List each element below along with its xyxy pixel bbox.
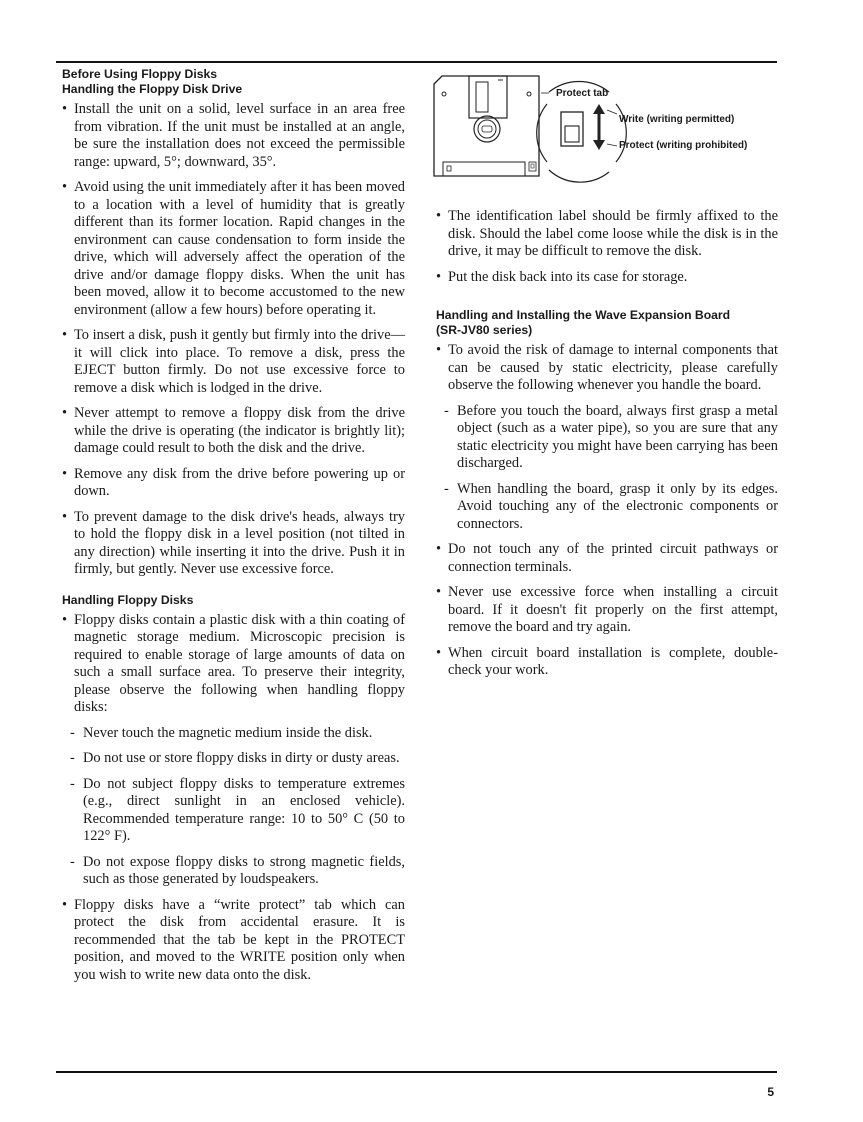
list-item: • Install the unit on a solid, level surface in an area free from vibration. If the unit must be installed at an angle, be sure the installation does not exceed the permissible range: upward, 5°; downward, 35°. — [62, 101, 405, 171]
write-label: Write (writing permitted) — [619, 114, 735, 125]
list-item: • Put the disk back into its case for storage. — [436, 269, 778, 287]
list-item: • Floppy disks have a “write protect” tab which can protect the disk from accidental erasure. It is recommended that the tab be kept in the PROTECT position, and moved to the WRITE position only when you wish to write new data onto the disk. — [62, 897, 405, 985]
bottom-rule — [56, 1071, 777, 1073]
list-item: - Never touch the magnetic medium inside the disk. — [62, 725, 405, 743]
list-item: • Avoid using the unit immediately after it has been moved to a location with a level of humidity that is greatly different than its former location. Rapid changes in the environment can cause condensation to form inside the drive, which will adversely affect the operation of the drive and/or damage floppy disks. When the unit has been moved, allow it to become accustomed to the new environment (allow a few hours) before operating it. — [62, 179, 405, 319]
list-item: • The identification label should be firmly affixed to the disk. Should the label come loose while the disk is in the drive, it may be difficult to remove the disk. — [436, 208, 778, 261]
disk-dash-list — [62, 725, 405, 889]
list-item: • When circuit board installation is complete, double-check your work. — [436, 645, 778, 680]
list-item: - Do not subject floppy disks to temperature extremes (e.g., direct sunlight in an enclosed vehicle). Recommended temperature range: 10 to 50° C (50 to 122° F). — [62, 776, 405, 846]
write-protect-list — [62, 897, 405, 985]
list-item: • To prevent damage to the disk drive's heads, always try to hold the floppy disk in a level position (not tilted in any direction) while inserting it into the drive. Push it in firmly, but gently. Never use excessive force. — [62, 509, 405, 579]
list-item: - When handling the board, grasp it only by its edges. Avoid touching any of the electronic components or connectors. — [436, 481, 778, 534]
list-item: • To insert a disk, push it gently but firmly into the drive—it will click into place. To remove a disk, press the EJECT button firmly. Do not use excessive force to remove a disk which is lodged in the drive. — [62, 327, 405, 397]
list-item: • To avoid the risk of damage to internal components that can be caused by static electricity, please carefully observe the following whenever you handle the board. — [436, 342, 778, 395]
board-final-list — [436, 541, 778, 680]
drive-bullet-list — [62, 101, 405, 579]
list-item — [62, 612, 405, 717]
disk-care-list — [436, 208, 778, 286]
heading-handling-drive: Handling the Floppy Disk Drive — [62, 82, 243, 96]
left-column — [62, 67, 405, 984]
right-column — [436, 74, 778, 680]
heading-before-using: Before Using Floppy Disks — [62, 67, 218, 81]
list-item: • Never attempt to remove a floppy disk from the drive while the drive is operating (the indicator is brightly lit); damage could result to both the disk and the drive. — [62, 405, 405, 458]
floppy-disk-figure — [431, 74, 778, 194]
protect-tab-label: Protect tab — [556, 88, 609, 99]
top-rule — [56, 61, 777, 63]
heading-wave-expansion-sub: (SR-JV80 series) — [436, 323, 533, 337]
board-dash-list — [436, 403, 778, 534]
list-item: • Do not touch any of the printed circuit pathways or connection terminals. — [436, 541, 778, 576]
list-item: - Before you touch the board, always first grasp a metal object (such as a water pipe), so you are sure that any static electricity you might have been carrying has been discharged. — [436, 403, 778, 473]
protect-label: Protect (writing prohibited) — [619, 140, 748, 151]
heading-wave-expansion: Handling and Installing the Wave Expansion Board — [436, 308, 731, 322]
heading-handling-disks: Handling Floppy Disks — [62, 592, 194, 607]
disk-bullet-list — [62, 612, 405, 717]
board-bullet-list — [436, 342, 778, 395]
list-item: • Never use excessive force when installing a circuit board. If it doesn't fit properly on the first attempt, remove the board and try again. — [436, 584, 778, 637]
page-number: 5 — [767, 1085, 774, 1099]
list-item: • Remove any disk from the drive before powering up or down. — [62, 466, 405, 501]
disk-intro-text: Floppy disks contain a plastic disk with a thin coating of magnetic storage medium. Microscopic precision is required to enable storage of large amounts of data on such a small surface area. To preserve their integrity, please observe the following when handling floppy disks: — [74, 611, 405, 715]
list-item: - Do not expose floppy disks to strong magnetic fields, such as those generated by loudspeakers. — [62, 854, 405, 889]
list-item: - Do not use or store floppy disks in dirty or dusty areas. — [62, 750, 405, 768]
